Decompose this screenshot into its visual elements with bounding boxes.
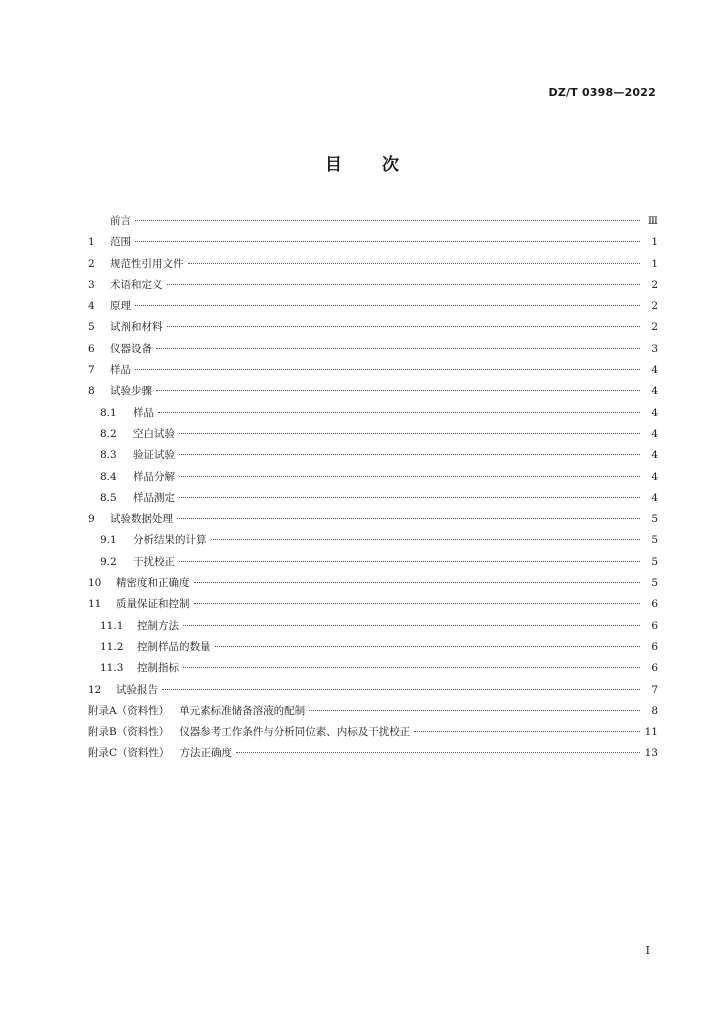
toc-entry-label: 样品 [110, 364, 131, 377]
toc-entry[interactable] [88, 509, 658, 530]
toc-entry-page: 1 [651, 257, 658, 270]
toc-entry-label: 规范性引用文件 [110, 257, 184, 270]
toc-entry-page: 5 [651, 555, 658, 568]
toc-entry-number: 11 [88, 598, 102, 611]
toc-entry-page: 2 [651, 300, 658, 313]
toc-dot-leader [188, 263, 641, 264]
toc-dot-leader [167, 326, 641, 327]
toc-entry[interactable] [88, 743, 658, 764]
toc-entry-page: Ⅲ [647, 215, 658, 227]
toc-dot-leader [177, 518, 640, 519]
toc-entry-number: 附录A（资料性） [88, 704, 170, 717]
toc-entry-page: 4 [651, 449, 658, 462]
toc-entry[interactable] [88, 616, 658, 637]
toc-entry[interactable] [88, 296, 658, 317]
toc-dot-leader [309, 710, 640, 711]
toc-entry[interactable] [88, 467, 658, 488]
toc-entry[interactable] [88, 381, 658, 402]
toc-entry-number: 2 [88, 257, 95, 270]
toc-entry-number: 1 [88, 236, 95, 249]
toc-entry-page: 7 [651, 683, 658, 696]
toc-entry-number: 4 [88, 300, 95, 313]
toc-entry-label: 仪器参考工作条件与分析同位素、内标及干扰校正 [179, 726, 411, 739]
toc-entry-number: 8.5 [100, 491, 117, 504]
toc-entry-number: 12 [88, 683, 102, 696]
toc-entry[interactable] [88, 530, 658, 551]
toc-dot-leader [179, 454, 640, 455]
toc-entry-page: 6 [651, 598, 658, 611]
toc-dot-leader [194, 582, 641, 583]
toc-entry-page: 4 [651, 406, 658, 419]
table-of-contents [88, 211, 658, 765]
toc-entry-label: 样品 [133, 406, 154, 419]
toc-entry-number: 5 [88, 321, 95, 334]
toc-entry-label: 范围 [110, 236, 131, 249]
toc-entry-number: 11.1 [100, 619, 124, 632]
toc-entry-page: 2 [651, 278, 658, 291]
toc-dot-leader [158, 412, 640, 413]
toc-entry-label: 控制样品的数量 [137, 640, 211, 653]
toc-entry[interactable] [88, 254, 658, 275]
toc-entry-label: 试验报告 [116, 683, 158, 696]
toc-entry[interactable] [88, 317, 658, 338]
toc-entry-page: 1 [651, 236, 658, 249]
toc-entry-label: 原理 [110, 300, 131, 313]
toc-entry-page: 6 [651, 619, 658, 632]
toc-entry-number: 9.2 [100, 555, 117, 568]
toc-entry-page: 4 [651, 385, 658, 398]
toc-dot-leader [215, 646, 641, 647]
toc-dot-leader [179, 433, 640, 434]
toc-entry[interactable] [88, 594, 658, 615]
toc-entry-label: 试验步骤 [110, 385, 152, 398]
toc-entry-number: 10 [88, 577, 102, 590]
toc-entry-label: 试剂和材料 [110, 321, 163, 334]
toc-dot-leader [135, 241, 640, 242]
toc-entry-label: 样品分解 [133, 470, 175, 483]
toc-dot-leader [414, 731, 640, 732]
toc-entry[interactable] [88, 403, 658, 424]
toc-entry-label: 精密度和正确度 [116, 577, 190, 590]
toc-title-char-2: 次 [382, 155, 399, 175]
toc-entry-label: 控制指标 [137, 662, 179, 675]
toc-entry-page: 2 [651, 321, 658, 334]
toc-entry-number: 8.2 [100, 427, 117, 440]
toc-dot-leader [194, 603, 641, 604]
toc-entry-page: 6 [651, 662, 658, 675]
toc-entry-number: 3 [88, 278, 95, 291]
toc-entry[interactable] [88, 360, 658, 381]
toc-entry-label: 单元素标准储备溶液的配制 [179, 704, 306, 717]
toc-entry-page: 3 [651, 342, 658, 355]
toc-entry-label: 方法正确度 [179, 747, 233, 760]
toc-dot-leader [211, 539, 641, 540]
toc-dot-leader [236, 752, 640, 753]
toc-entry-page: 11 [644, 726, 658, 739]
toc-entry-number: 6 [88, 342, 95, 355]
toc-entry[interactable] [88, 211, 658, 232]
toc-entry[interactable] [88, 637, 658, 658]
toc-entry-number: 8.3 [100, 449, 117, 462]
toc-entry-label: 控制方法 [137, 619, 179, 632]
toc-entry-label: 质量保证和控制 [116, 598, 190, 611]
toc-entry[interactable] [88, 445, 658, 466]
toc-entry-page: 8 [651, 704, 658, 717]
toc-entry[interactable] [88, 232, 658, 253]
toc-dot-leader [179, 497, 640, 498]
toc-entry-label: 试验数据处理 [110, 513, 173, 526]
toc-dot-leader [135, 305, 640, 306]
toc-entry-page: 6 [651, 640, 658, 653]
toc-entry-number: 8 [88, 385, 95, 398]
toc-entry-number: 11.3 [100, 662, 124, 675]
toc-title [0, 150, 724, 175]
toc-entry[interactable] [88, 275, 658, 296]
toc-dot-leader [162, 689, 640, 690]
toc-entry-page: 5 [651, 534, 658, 547]
toc-entry[interactable] [88, 488, 658, 509]
toc-entry[interactable] [88, 552, 658, 573]
toc-entry-number: 9 [88, 513, 95, 526]
toc-dot-leader [183, 667, 640, 668]
page-number: I [645, 944, 650, 957]
toc-dot-leader [156, 390, 640, 391]
toc-entry-page: 5 [651, 513, 658, 526]
toc-entry[interactable] [88, 722, 658, 743]
toc-entry-label: 干扰校正 [133, 555, 175, 568]
toc-entry[interactable] [88, 339, 658, 360]
toc-entry-label: 空白试验 [133, 427, 175, 440]
toc-entry-label: 前言 [110, 215, 131, 227]
toc-entry-page: 13 [644, 747, 658, 760]
toc-entry[interactable] [88, 701, 658, 722]
toc-entry[interactable] [88, 573, 658, 594]
toc-entry-page: 4 [651, 491, 658, 504]
standard-code: DZ/T 0398—2022 [548, 86, 656, 99]
toc-entry-number: 7 [88, 364, 95, 377]
toc-entry-label: 仪器设备 [110, 342, 152, 355]
toc-entry-page: 5 [651, 577, 658, 590]
toc-dot-leader [135, 220, 640, 221]
toc-entry-label: 样品测定 [133, 491, 175, 504]
toc-dot-leader [135, 369, 640, 370]
toc-entry[interactable] [88, 680, 658, 701]
toc-entry-label: 分析结果的计算 [133, 534, 207, 547]
toc-entry[interactable] [88, 658, 658, 679]
toc-entry[interactable] [88, 424, 658, 445]
toc-title-char-1: 目 [325, 155, 342, 175]
toc-dot-leader [179, 561, 640, 562]
toc-entry-page: 4 [651, 427, 658, 440]
toc-entry-number: 8.1 [100, 406, 117, 419]
toc-dot-leader [156, 348, 640, 349]
toc-entry-number: 8.4 [100, 470, 117, 483]
toc-entry-page: 4 [651, 364, 658, 377]
toc-entry-label: 术语和定义 [110, 278, 163, 291]
toc-dot-leader [183, 625, 640, 626]
toc-dot-leader [179, 476, 640, 477]
toc-entry-number: 附录C（资料性） [88, 747, 170, 760]
toc-entry-number: 9.1 [100, 534, 117, 547]
toc-entry-page: 4 [651, 470, 658, 483]
toc-entry-number: 11.2 [100, 640, 124, 653]
toc-dot-leader [167, 284, 641, 285]
toc-entry-label: 验证试验 [133, 449, 175, 462]
toc-entry-number: 附录B（资料性） [88, 726, 170, 739]
